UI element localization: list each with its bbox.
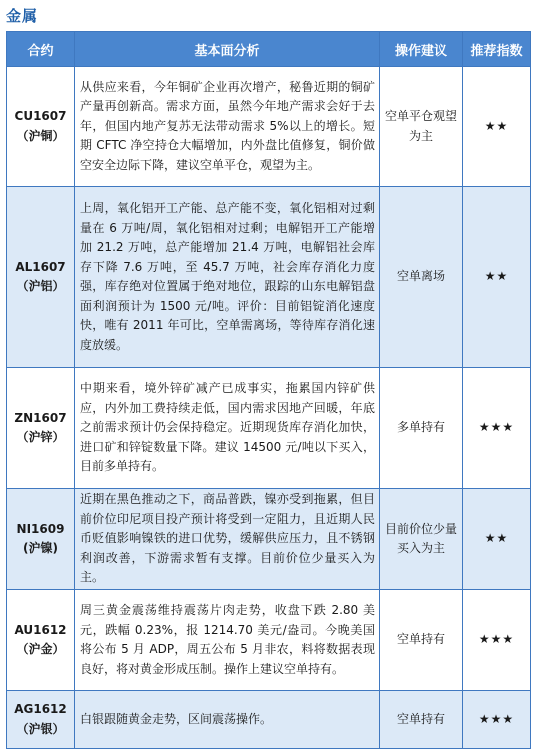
contract-code: CU1607 xyxy=(14,109,67,123)
contract-cell xyxy=(7,368,75,489)
table-row xyxy=(7,187,531,368)
analysis-cell: 周三黄金震荡维持震荡片肉走势，收盘下跌 2.80 美元，跌幅 0.23%，报 1214.70 美元/盎司。今晚美国将公布 5 月 ADP，周五公布 5 月非农，料将数据表现良好，将对黄金形成压制。操作上建议空单持有。 xyxy=(75,590,380,691)
header-analysis: 基本面分析 xyxy=(75,32,380,67)
section-title: 金属 xyxy=(6,7,39,25)
rating-stars: ★★★ xyxy=(463,368,531,489)
analysis-cell: 从供应来看，今年铜矿企业再次增产，秘鲁近期的铜矿产量再创新高。需求方面，虽然今年地产需求会好于去年，但国内地产复苏无法带动需求 5%以上的增长。短期 CFTC 净空持仓大幅增加，内外盘比值修复，铜价做空安全边际下降，建议空单平仓，观望为主。 xyxy=(75,67,380,187)
advice-cell: 空单持有 xyxy=(380,691,463,749)
table-row xyxy=(7,691,531,749)
contract-cell xyxy=(7,67,75,187)
contract-code: NI1609 xyxy=(16,521,65,536)
advice-cell: 目前价位少量买入为主 xyxy=(380,489,463,590)
rating-stars: ★★ xyxy=(463,489,531,590)
table-row xyxy=(7,489,531,590)
table-row xyxy=(7,368,531,489)
contract-market: (沪镍) xyxy=(23,541,58,555)
advice-cell: 空单离场 xyxy=(380,187,463,368)
contract-market: （沪铝） xyxy=(16,279,65,293)
table-row xyxy=(7,590,531,691)
header-rating: 推荐指数 xyxy=(463,32,531,67)
contract-code: AU1612 xyxy=(14,622,67,637)
rating-stars: ★★★ xyxy=(463,590,531,691)
contract-cell xyxy=(7,187,75,368)
header-contract: 合约 xyxy=(7,32,75,67)
rating-stars: ★★★ xyxy=(463,691,531,749)
contract-market: （沪银） xyxy=(16,721,65,736)
analysis-cell: 白银跟随黄金走势，区间震荡操作。 xyxy=(75,691,380,749)
contract-cell xyxy=(7,691,75,749)
analysis-cell: 中期来看，境外锌矿减产已成事实，拖累国内锌矿供应，内外加工费持续走低，国内需求因地产回暖，年底之前需求预计仍会保持稳定。近期现货库存消化加快，进口矿和锌锭数量下降。建议 14500 元/吨以下买入，目前多单持有。 xyxy=(75,368,380,489)
table-row xyxy=(7,67,531,187)
contract-cell xyxy=(7,489,75,590)
contract-code: AL1607 xyxy=(15,259,66,274)
rating-stars: ★★ xyxy=(463,187,531,368)
rating-stars: ★★ xyxy=(463,67,531,187)
metals-table xyxy=(6,31,531,749)
analysis-cell: 近期在黑色推动之下，商品普跌，镍亦受到拖累，但目前价位印尼项目投产预计将受到一定阻力，且近期人民币贬值影响镍铁的进口优势，缓解供应压力，且不锈钢利润改善，下游需求暂有支撑。目前价位少量买入为主。 xyxy=(75,489,380,590)
contract-market: （沪铜） xyxy=(16,128,65,143)
contract-cell xyxy=(7,590,75,691)
advice-cell: 空单平仓观望为主 xyxy=(380,67,463,187)
contract-code: ZN1607 xyxy=(14,410,67,425)
advice-cell: 多单持有 xyxy=(380,368,463,489)
advice-cell: 空单持有 xyxy=(380,590,463,691)
contract-market: （沪金） xyxy=(16,642,65,656)
header-advice: 操作建议 xyxy=(380,32,463,67)
analysis-cell: 上周，氧化铝开工产能、总产能不变，氧化铝相对过剩量在 6 万吨/周，氧化铝相对过剩；电解铝开工产能增加 21.2 万吨，总产能增加 21.4 万吨，电解铝社会库存下降 7.6 万吨，至 45.7 万吨，社会库存消化力度强，库存绝对位置属于绝对地位，跟踪的山东电解铝盘面利润预计为 1500 元/吨。评价：目前铝锭消化速度快，唯有 2011 年可比，空单需离场，等待库存消化速度放缓。 xyxy=(75,187,380,368)
table-header-row xyxy=(7,32,531,67)
contract-market: （沪锌） xyxy=(16,430,65,444)
contract-code: AG1612 xyxy=(14,702,67,716)
